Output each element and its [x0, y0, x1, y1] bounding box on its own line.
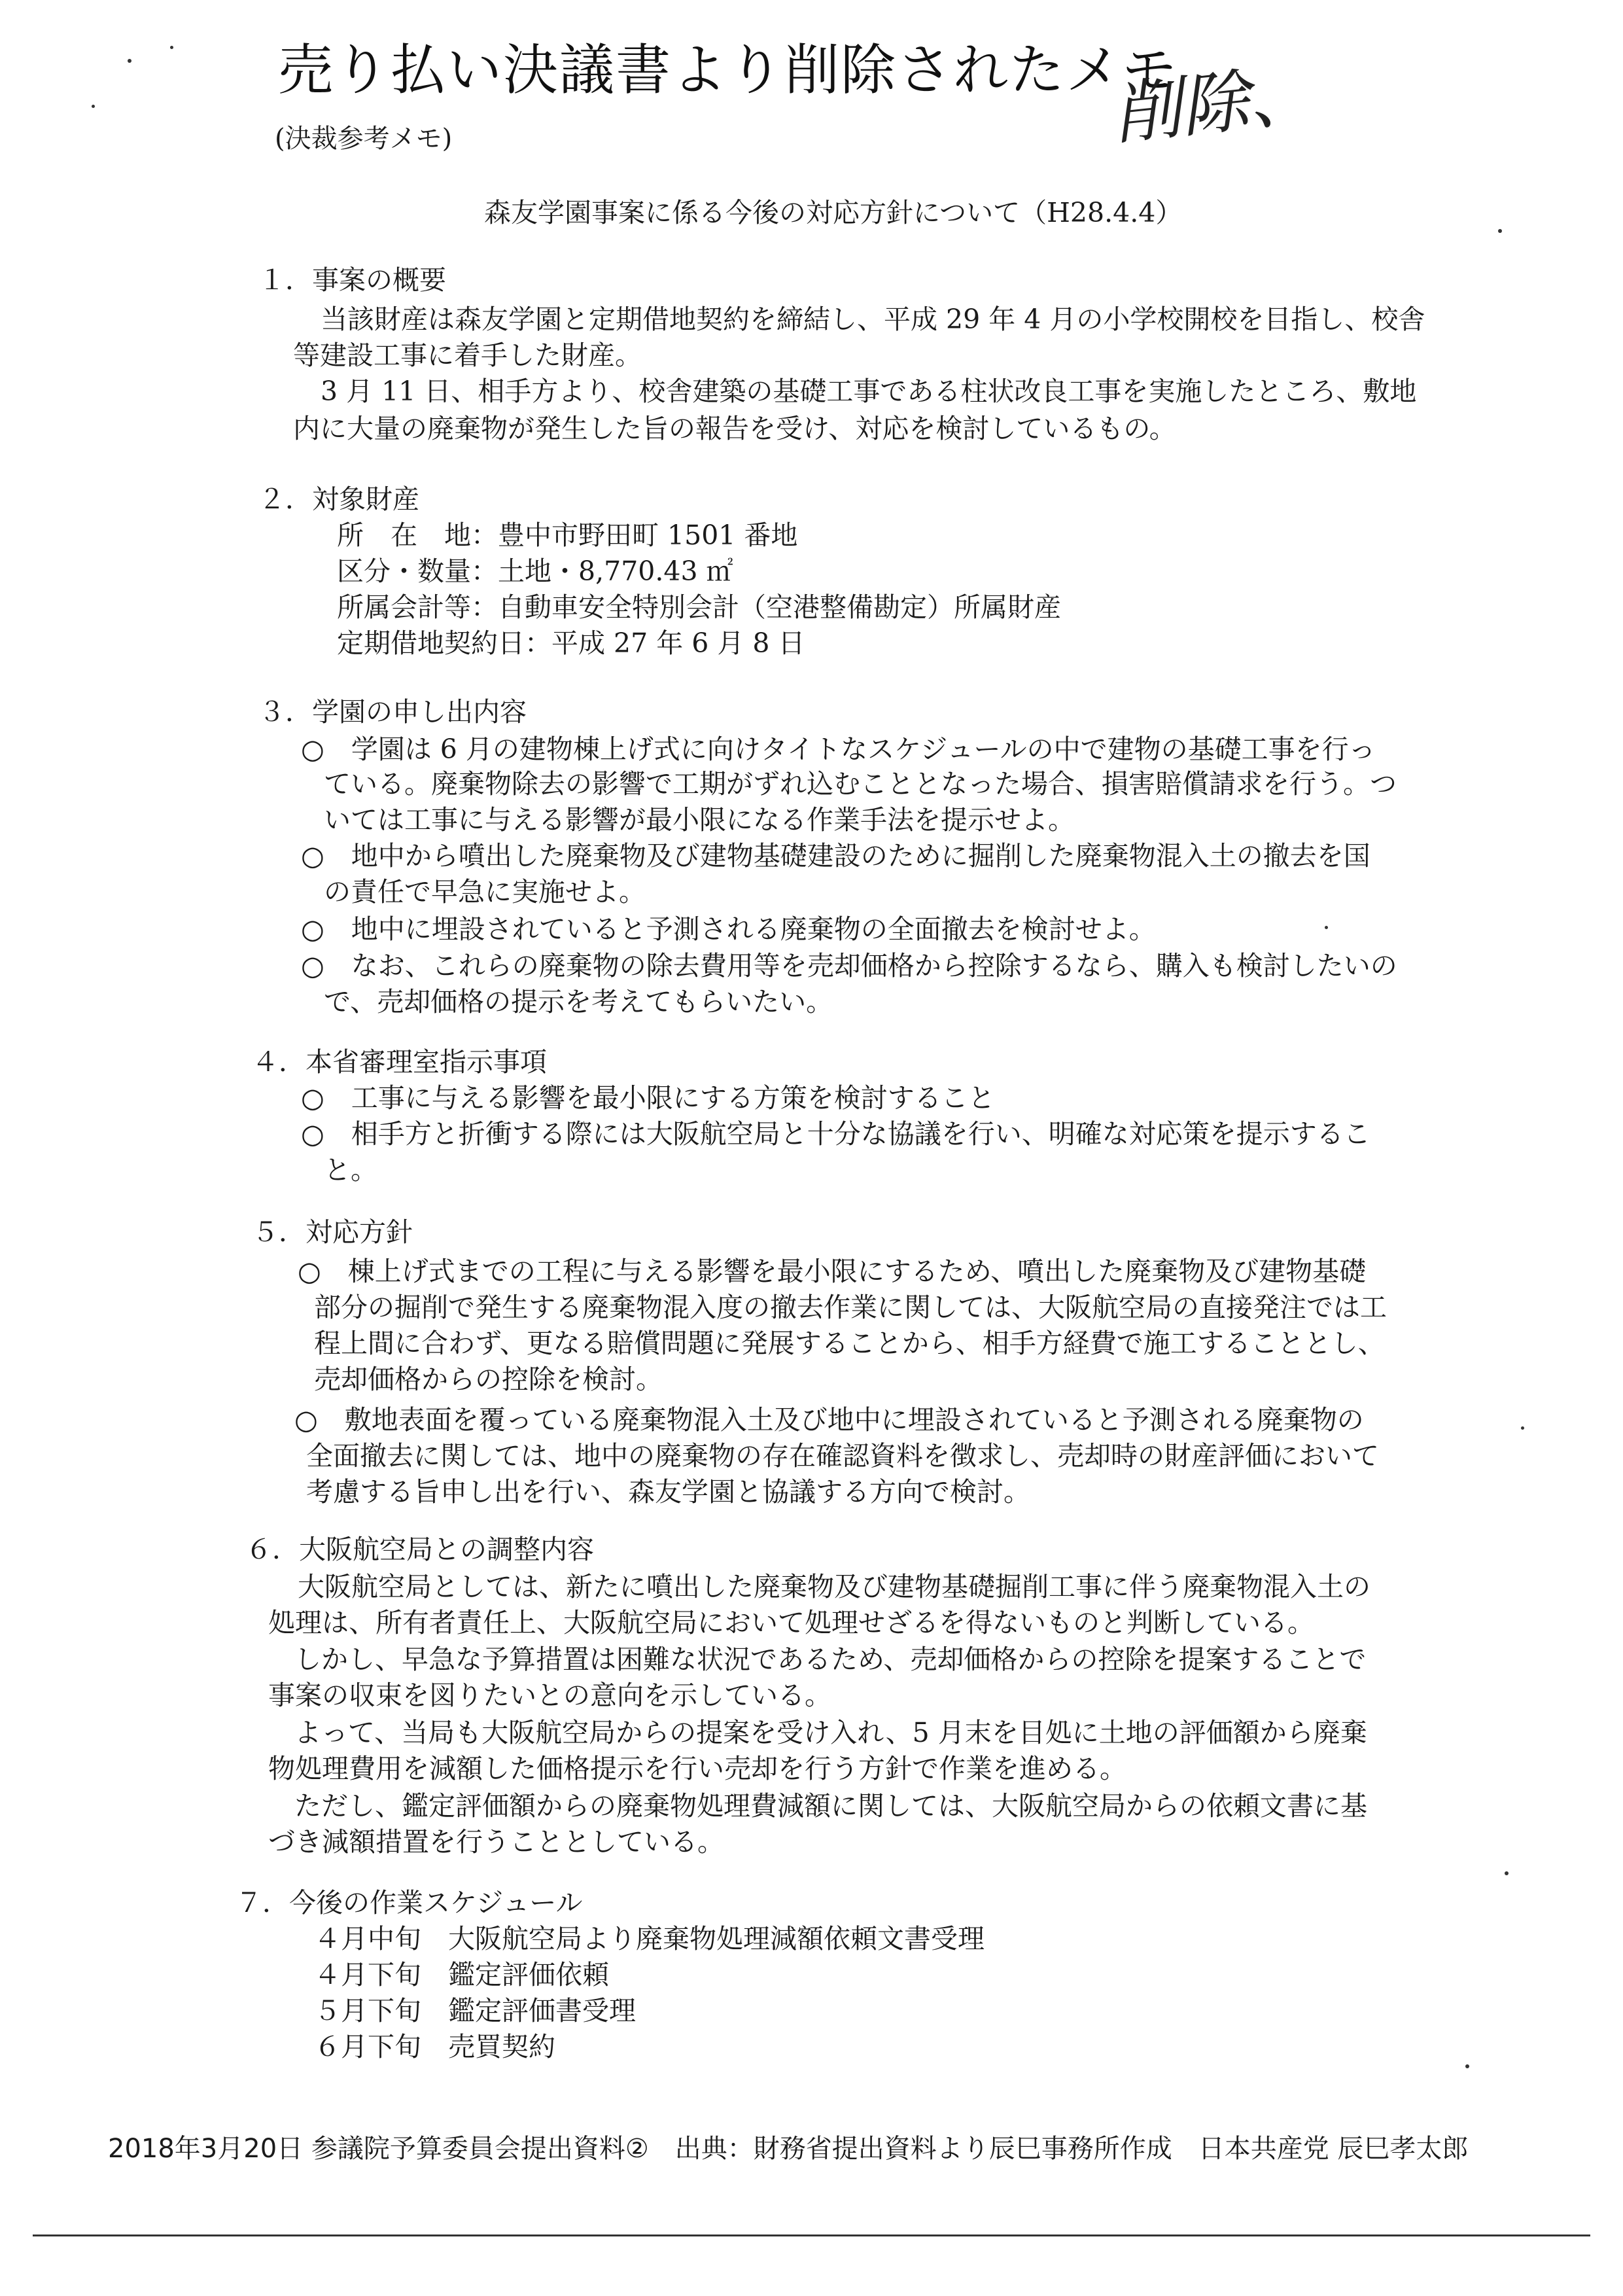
section-2-heading: ２．対象財産 [258, 484, 419, 515]
section-5-line: ○ 棟上げ式までの工程に与える影響を最小限にするため、噴出した廃棄物及び建物基礎 [298, 1256, 1367, 1287]
section-5-line: 程上間に合わず、更なる賠償問題に発展することから、相手方経費で施工することとし、 [314, 1328, 1385, 1359]
section-1-heading: １．事案の概要 [258, 264, 446, 296]
section-6-line: 大阪航空局としては、新たに噴出した廃棄物及び建物基礎掘削工事に伴う廃棄物混入土の [298, 1571, 1370, 1602]
scan-speck [92, 105, 95, 108]
scan-speck [1325, 926, 1328, 929]
section-4-line: と。 [324, 1154, 377, 1186]
section-3-line: ている。廃棄物除去の影響で工期がずれ込むこととなった場合、損害賠償請求を行う。つ [324, 768, 1397, 800]
section-5-line: 全面撤去に関しては、地中の廃棄物の存在確認資料を徴求し、売却時の財産評価において [306, 1440, 1379, 1472]
schedule-item: ５月下旬 鑑定評価書受理 [314, 1995, 636, 2026]
section-2-line: 所 在 地：豊中市野田町 1501 番地 [337, 520, 798, 551]
document-title: 売り払い決議書より削除されたメモ [278, 38, 1179, 102]
section-6-heading: ６．大阪航空局との調整内容 [245, 1534, 594, 1565]
section-6-line: よって、当局も大阪航空局からの提案を受け入れ、5 月末を目処に土地の評価額から廃棄 [294, 1717, 1367, 1748]
section-6-line: ただし、鑑定評価額からの廃棄物処理費減額に関しては、大阪航空局からの依頼文書に基 [294, 1790, 1367, 1822]
section-3-line: ○ 地中から噴出した廃棄物及び建物基礎建設のために掘削した廃棄物混入土の撤去を国 [301, 840, 1370, 872]
section-3-line: ○ 学園は 6 月の建物棟上げ式に向けタイトなスケジュールの中で建物の基礎工事を行っ [301, 733, 1376, 765]
schedule-item: ６月下旬 売買契約 [314, 2031, 555, 2062]
schedule-item: ４月下旬 鑑定評価依頼 [314, 1959, 609, 1990]
scan-speck [128, 59, 131, 63]
section-6-line: しかし、早急な予算措置は困難な状況であるため、売却価格からの控除を提案することで [294, 1644, 1367, 1675]
section-3-line: で、売却価格の提示を考えてもらいたい。 [324, 986, 833, 1017]
section-2-line: 定期借地契約日：平成 27 年 6 月 8 日 [337, 627, 805, 659]
scan-speck [1465, 2064, 1469, 2068]
section-1-line: 等建設工事に着手した財産。 [293, 340, 642, 371]
section-7-heading: ７．今後の作業スケジュール [236, 1887, 583, 1918]
section-3-line: ○ なお、これらの廃棄物の除去費用等を売却価格から控除するなら、購入も検討したいの [301, 950, 1397, 981]
section-5-line: 部分の掘削で発生する廃棄物混入度の撤去作業に関しては、大阪航空局の直接発注では工 [314, 1292, 1387, 1323]
section-5-line: 考慮する旨申し出を行い、森友学園と協議する方向で検討。 [306, 1476, 1030, 1508]
section-5-heading: ５．対応方針 [252, 1216, 413, 1248]
scan-speck [170, 46, 173, 49]
scan-speck [1498, 229, 1502, 233]
section-2-line: 所属会計等：自動車安全特別会計（空港整備勘定）所属財産 [337, 592, 1061, 623]
section-6-line: 物処理費用を減額した価格提示を行い売却を行う方針で作業を進める。 [268, 1753, 1126, 1784]
section-2-line: 区分・数量：土地・8,770.43 ㎡ [337, 556, 733, 587]
section-3-line: の責任で早急に実施せよ。 [324, 876, 646, 908]
section-1-line: 当該財産は森友学園と定期借地契約を締結し、平成 29 年 4 月の小学校開校を目指し、校舎 [321, 304, 1425, 335]
section-1-line: 3 月 11 日、相手方より、校舎建築の基礎工事である柱状改良工事を実施したところ、敷地 [321, 376, 1417, 407]
section-4-line: ○ 工事に与える影響を最小限にする方策を検討すること [301, 1082, 995, 1114]
handwritten-note: 削除、 [1109, 53, 1321, 154]
section-6-line: づき減額措置を行うこととしている。 [268, 1826, 724, 1858]
section-5-line: 売却価格からの控除を検討。 [314, 1364, 663, 1395]
section-4-heading: ４．本省審理室指示事項 [252, 1046, 547, 1078]
section-4-line: ○ 相手方と折衝する際には大阪航空局と十分な協議を行い、明確な対応策を提示するこ [301, 1118, 1370, 1150]
section-3-line: いては工事に与える影響が最小限になる作業手法を提示せよ。 [324, 804, 1075, 836]
scan-speck [1521, 1426, 1524, 1430]
section-1-line: 内に大量の廃棄物が発生した旨の報告を受け、対応を検討しているもの。 [293, 413, 1176, 444]
section-6-line: 処理は、所有者責任上、大阪航空局において処理せざるを得ないものと判断している。 [268, 1607, 1314, 1638]
section-6-line: 事案の収束を図りたいとの意向を示している。 [268, 1680, 831, 1711]
bottom-rule [33, 2234, 1590, 2236]
schedule-item: ４月中旬 大阪航空局より廃棄物処理減額依頼文書受理 [314, 1923, 985, 1954]
section-3-heading: ３．学園の申し出内容 [258, 696, 527, 728]
scan-speck [1505, 1871, 1509, 1875]
section-5-line: ○ 敷地表面を覆っている廃棄物混入土及び地中に埋設されていると予測される廃棄物の [294, 1404, 1364, 1436]
section-3-line: ○ 地中に埋設されていると予測される廃棄物の全面撤去を検討せよ。 [301, 913, 1156, 945]
source-footer: 2018年3月20日 参議院予算委員会提出資料② 出典：財務省提出資料より辰巳事務所作成 日本共産党 辰巳孝太郎 [108, 2134, 1469, 2164]
document-subtitle: (決裁参考メモ) [275, 124, 453, 154]
memo-title: 森友学園事案に係る今後の対応方針について（H28.4.4） [484, 197, 1183, 228]
